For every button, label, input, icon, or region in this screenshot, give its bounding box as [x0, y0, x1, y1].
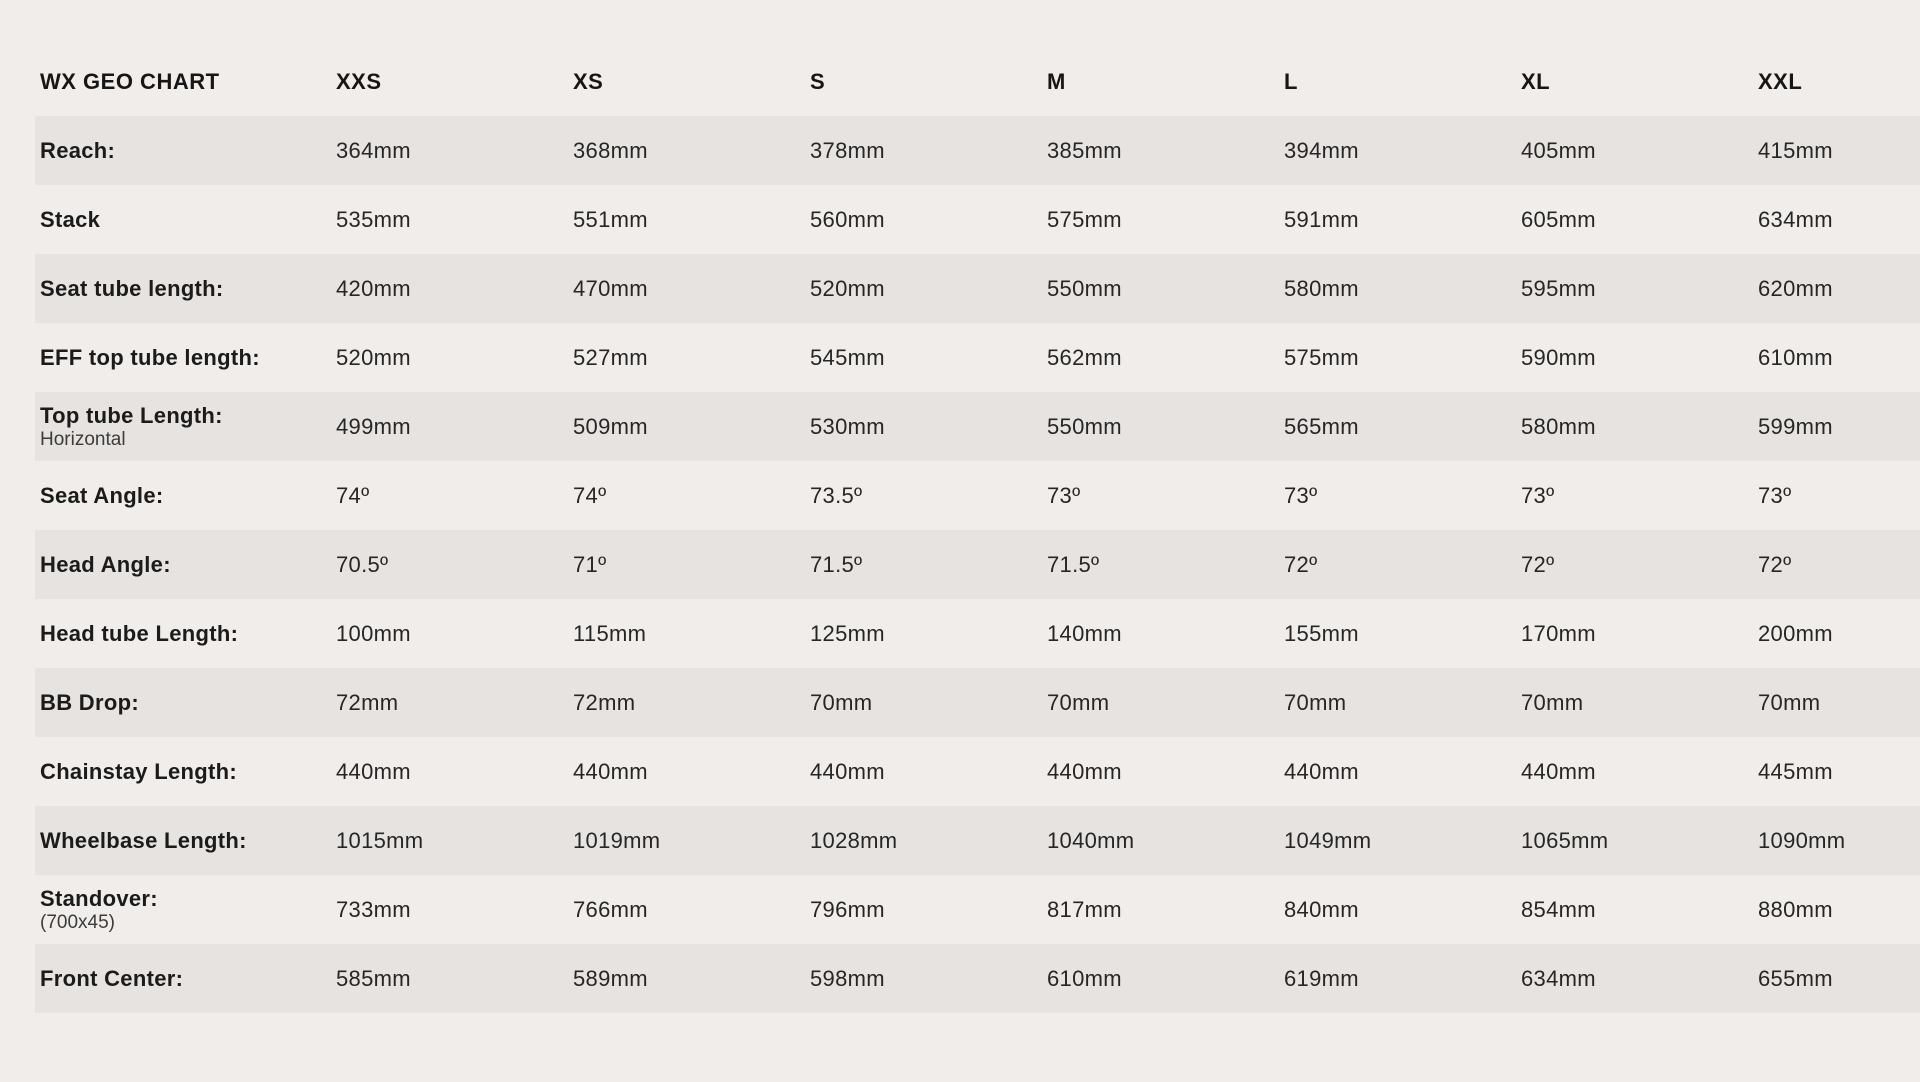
value-cell-s: 440mm: [810, 758, 885, 784]
geo-chart: [35, 48, 1877, 1013]
value-cell-xs: 440mm: [573, 758, 648, 784]
table-row: [35, 944, 1920, 1013]
value-cell-l: 155mm: [1284, 620, 1359, 646]
geometry-table-body: [35, 116, 1920, 1013]
value-cell-m: 385mm: [1047, 137, 1122, 163]
value-cell-m: 73º: [1047, 482, 1081, 508]
row-label-cell: [35, 737, 331, 806]
row-label-cell: [35, 875, 331, 944]
size-header-xxl: XXL: [1758, 69, 1803, 94]
value-cell-xxs: 420mm: [336, 275, 411, 301]
geometry-table: [35, 48, 1920, 1013]
row-sublabel: Horizontal: [40, 428, 126, 450]
value-cell-xxs: 499mm: [336, 413, 411, 439]
value-cell-xxl: 610mm: [1758, 344, 1833, 370]
row-label-cell: [35, 323, 331, 392]
value-cell-xxs: 72mm: [336, 689, 399, 715]
value-cell-s: 70mm: [810, 689, 873, 715]
table-row: [35, 461, 1920, 530]
row-label-cell: [35, 461, 331, 530]
value-cell-xxl: 415mm: [1758, 137, 1833, 163]
value-cell-xxs: 74º: [336, 482, 370, 508]
value-cell-l: 575mm: [1284, 344, 1359, 370]
value-cell-m: 1040mm: [1047, 827, 1135, 853]
value-cell-xxl: 72º: [1758, 551, 1792, 577]
row-label: Head tube Length:: [40, 620, 239, 646]
value-cell-m: 140mm: [1047, 620, 1122, 646]
value-cell-xl: 634mm: [1521, 965, 1596, 991]
value-cell-m: 575mm: [1047, 206, 1122, 232]
row-label-cell: [35, 392, 331, 461]
size-header-xs: XS: [573, 69, 604, 94]
value-cell-xs: 766mm: [573, 896, 648, 922]
value-cell-xl: 605mm: [1521, 206, 1596, 232]
value-cell-xxl: 599mm: [1758, 413, 1833, 439]
value-cell-s: 796mm: [810, 896, 885, 922]
size-header-m: M: [1047, 69, 1066, 94]
table-row: [35, 668, 1920, 737]
table-row: [35, 530, 1920, 599]
value-cell-xs: 470mm: [573, 275, 648, 301]
value-cell-m: 550mm: [1047, 275, 1122, 301]
row-label: Front Center:: [40, 965, 184, 991]
value-cell-xs: 71º: [573, 551, 607, 577]
chart-title: WX GEO CHART: [40, 69, 220, 94]
value-cell-l: 440mm: [1284, 758, 1359, 784]
value-cell-xxs: 364mm: [336, 137, 411, 163]
value-cell-s: 560mm: [810, 206, 885, 232]
table-row: [35, 323, 1920, 392]
value-cell-xxl: 445mm: [1758, 758, 1833, 784]
value-cell-xl: 595mm: [1521, 275, 1596, 301]
table-row: [35, 875, 1920, 944]
row-label-cell: [35, 944, 331, 1013]
size-header-xl: XL: [1521, 69, 1551, 94]
value-cell-s: 530mm: [810, 413, 885, 439]
row-label-cell: [35, 599, 331, 668]
value-cell-s: 125mm: [810, 620, 885, 646]
value-cell-xl: 854mm: [1521, 896, 1596, 922]
row-label: Seat Angle:: [40, 482, 164, 508]
value-cell-xxl: 620mm: [1758, 275, 1833, 301]
value-cell-xs: 527mm: [573, 344, 648, 370]
value-cell-s: 545mm: [810, 344, 885, 370]
value-cell-xl: 405mm: [1521, 137, 1596, 163]
value-cell-l: 591mm: [1284, 206, 1359, 232]
value-cell-xs: 368mm: [573, 137, 648, 163]
value-cell-l: 73º: [1284, 482, 1318, 508]
value-cell-xxs: 733mm: [336, 896, 411, 922]
value-cell-xxl: 880mm: [1758, 896, 1833, 922]
value-cell-xl: 1065mm: [1521, 827, 1609, 853]
value-cell-xl: 72º: [1521, 551, 1555, 577]
table-row: [35, 806, 1920, 875]
row-label: Head Angle:: [40, 551, 171, 577]
value-cell-xl: 170mm: [1521, 620, 1596, 646]
value-cell-xxs: 520mm: [336, 344, 411, 370]
size-header-xxs: XXS: [336, 69, 382, 94]
value-cell-xs: 74º: [573, 482, 607, 508]
value-cell-m: 70mm: [1047, 689, 1110, 715]
value-cell-s: 598mm: [810, 965, 885, 991]
value-cell-m: 817mm: [1047, 896, 1122, 922]
row-label: Chainstay Length:: [40, 758, 237, 784]
row-label: Top tube Length:: [40, 402, 223, 428]
value-cell-xs: 551mm: [573, 206, 648, 232]
row-label: Reach:: [40, 137, 116, 163]
row-label: BB Drop:: [40, 689, 139, 715]
value-cell-l: 580mm: [1284, 275, 1359, 301]
value-cell-s: 73.5º: [810, 482, 863, 508]
size-header-l: L: [1284, 69, 1298, 94]
value-cell-xxs: 1015mm: [336, 827, 424, 853]
value-cell-xxs: 535mm: [336, 206, 411, 232]
value-cell-xs: 509mm: [573, 413, 648, 439]
value-cell-l: 619mm: [1284, 965, 1359, 991]
row-label: Standover:: [40, 885, 158, 911]
value-cell-l: 70mm: [1284, 689, 1347, 715]
value-cell-xl: 580mm: [1521, 413, 1596, 439]
value-cell-xl: 590mm: [1521, 344, 1596, 370]
table-row: [35, 599, 1920, 668]
table-row: [35, 737, 1920, 806]
row-sublabel: (700x45): [40, 911, 115, 933]
value-cell-xxs: 100mm: [336, 620, 411, 646]
value-cell-s: 520mm: [810, 275, 885, 301]
table-row: [35, 392, 1920, 461]
value-cell-m: 562mm: [1047, 344, 1122, 370]
header-row: [35, 48, 1920, 116]
value-cell-xxs: 585mm: [336, 965, 411, 991]
value-cell-xxl: 200mm: [1758, 620, 1833, 646]
value-cell-m: 550mm: [1047, 413, 1122, 439]
row-label-cell: [35, 185, 331, 254]
table-row: [35, 254, 1920, 323]
value-cell-xxl: 73º: [1758, 482, 1792, 508]
value-cell-l: 394mm: [1284, 137, 1359, 163]
value-cell-l: 1049mm: [1284, 827, 1372, 853]
value-cell-xxl: 70mm: [1758, 689, 1821, 715]
table-row: [35, 185, 1920, 254]
value-cell-xxs: 70.5º: [336, 551, 389, 577]
value-cell-xxs: 440mm: [336, 758, 411, 784]
row-label-cell: [35, 806, 331, 875]
value-cell-xs: 115mm: [573, 620, 647, 646]
value-cell-m: 71.5º: [1047, 551, 1100, 577]
value-cell-xs: 589mm: [573, 965, 648, 991]
row-label: Stack: [40, 206, 101, 232]
value-cell-xl: 440mm: [1521, 758, 1596, 784]
value-cell-xs: 1019mm: [573, 827, 661, 853]
value-cell-s: 71.5º: [810, 551, 863, 577]
value-cell-s: 1028mm: [810, 827, 898, 853]
value-cell-xxl: 655mm: [1758, 965, 1833, 991]
value-cell-m: 440mm: [1047, 758, 1122, 784]
row-label: Wheelbase Length:: [40, 827, 247, 853]
row-label-cell: [35, 116, 331, 185]
value-cell-l: 565mm: [1284, 413, 1359, 439]
value-cell-l: 72º: [1284, 551, 1318, 577]
row-label: EFF top tube length:: [40, 344, 260, 370]
table-row: [35, 116, 1920, 185]
value-cell-m: 610mm: [1047, 965, 1122, 991]
row-label-cell: [35, 254, 331, 323]
value-cell-xs: 72mm: [573, 689, 636, 715]
row-label-cell: [35, 668, 331, 737]
value-cell-xl: 73º: [1521, 482, 1555, 508]
value-cell-xxl: 634mm: [1758, 206, 1833, 232]
value-cell-xxl: 1090mm: [1758, 827, 1846, 853]
row-label-cell: [35, 530, 331, 599]
value-cell-xl: 70mm: [1521, 689, 1584, 715]
size-header-s: S: [810, 69, 826, 94]
value-cell-l: 840mm: [1284, 896, 1359, 922]
row-label: Seat tube length:: [40, 275, 224, 301]
value-cell-s: 378mm: [810, 137, 885, 163]
